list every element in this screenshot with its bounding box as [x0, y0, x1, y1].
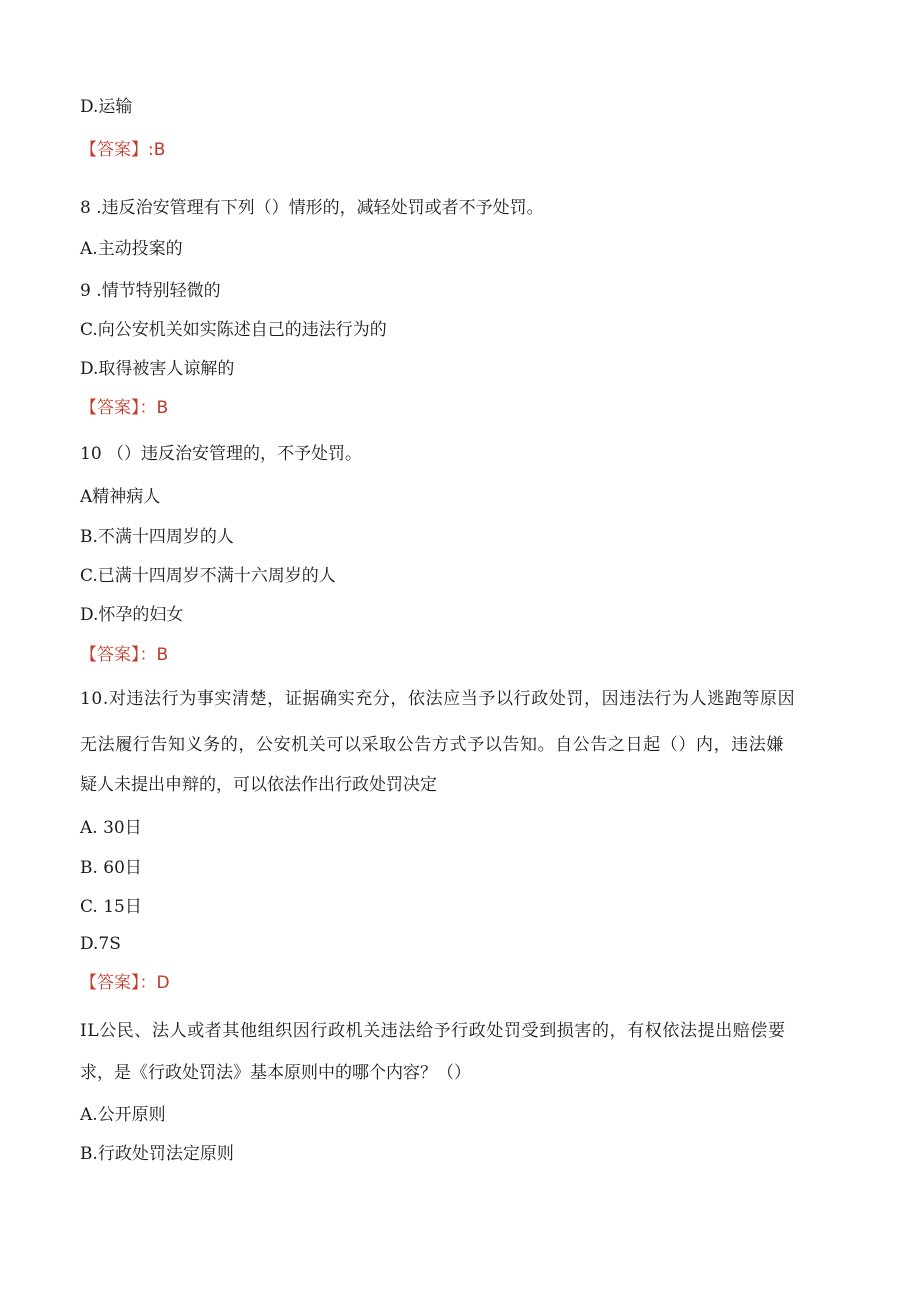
question-10b-line2: 无法履行告知义务的，公安机关可以采取公告方式予以告知。自公告之日起（）内，违法嫌 [80, 735, 784, 755]
option-b-q8: 9 .情节特别轻微的 [80, 281, 221, 301]
option-d-q10a: D.怀孕的妇女 [80, 605, 184, 625]
question-10b-line1: 10.对违法行为事实清楚，证据确实充分，依法应当予以行政处罚，因违法行为人逃跑等原因 [80, 689, 796, 709]
question-11-line2: 求，是《行政处罚法》基本原则中的哪个内容？（） [80, 1063, 471, 1083]
answer-q10a: 【答案】：B [80, 645, 169, 665]
option-b-q11: B.行政处罚法定原则 [80, 1144, 234, 1164]
option-a-q10b: A. 30日 [80, 818, 142, 838]
option-c-q10b: C. 15日 [80, 897, 142, 917]
option-a-q8: A.主动投案的 [80, 239, 183, 259]
option-c-q10a: C.已满十四周岁不满十六周岁的人 [80, 566, 336, 586]
option-d-transport: D.运输 [80, 97, 133, 117]
question-10b-line3: 疑人未提出申辩的，可以依法作出行政处罚决定 [80, 775, 437, 795]
option-d-q8: D.取得被害人谅解的 [80, 359, 235, 379]
question-11-line1: IL公民、法人或者其他组织因行政机关违法给予行政处罚受到损害的，有权依法提出赔偿要 [80, 1021, 786, 1041]
option-a-q10a: A精神病人 [80, 487, 161, 507]
option-d-q10b: D.7S [80, 934, 121, 954]
option-a-q11: A.公开原则 [80, 1105, 166, 1125]
answer-q7: 【答案】:B [80, 140, 166, 160]
answer-q8: 【答案】：B [80, 398, 169, 418]
option-b-q10a: B.不满十四周岁的人 [80, 527, 234, 547]
question-10a: 10 （）违反治安管理的，不予处罚。 [80, 444, 363, 464]
option-c-q8: C.向公安机关如实陈述自己的违法行为的 [80, 320, 387, 340]
option-b-q10b: B. 60日 [80, 858, 142, 878]
question-8: 8 .违反治安管理有下列（）情形的，减轻处罚或者不予处罚。 [80, 198, 544, 218]
answer-q10b: 【答案】：D [80, 973, 170, 993]
